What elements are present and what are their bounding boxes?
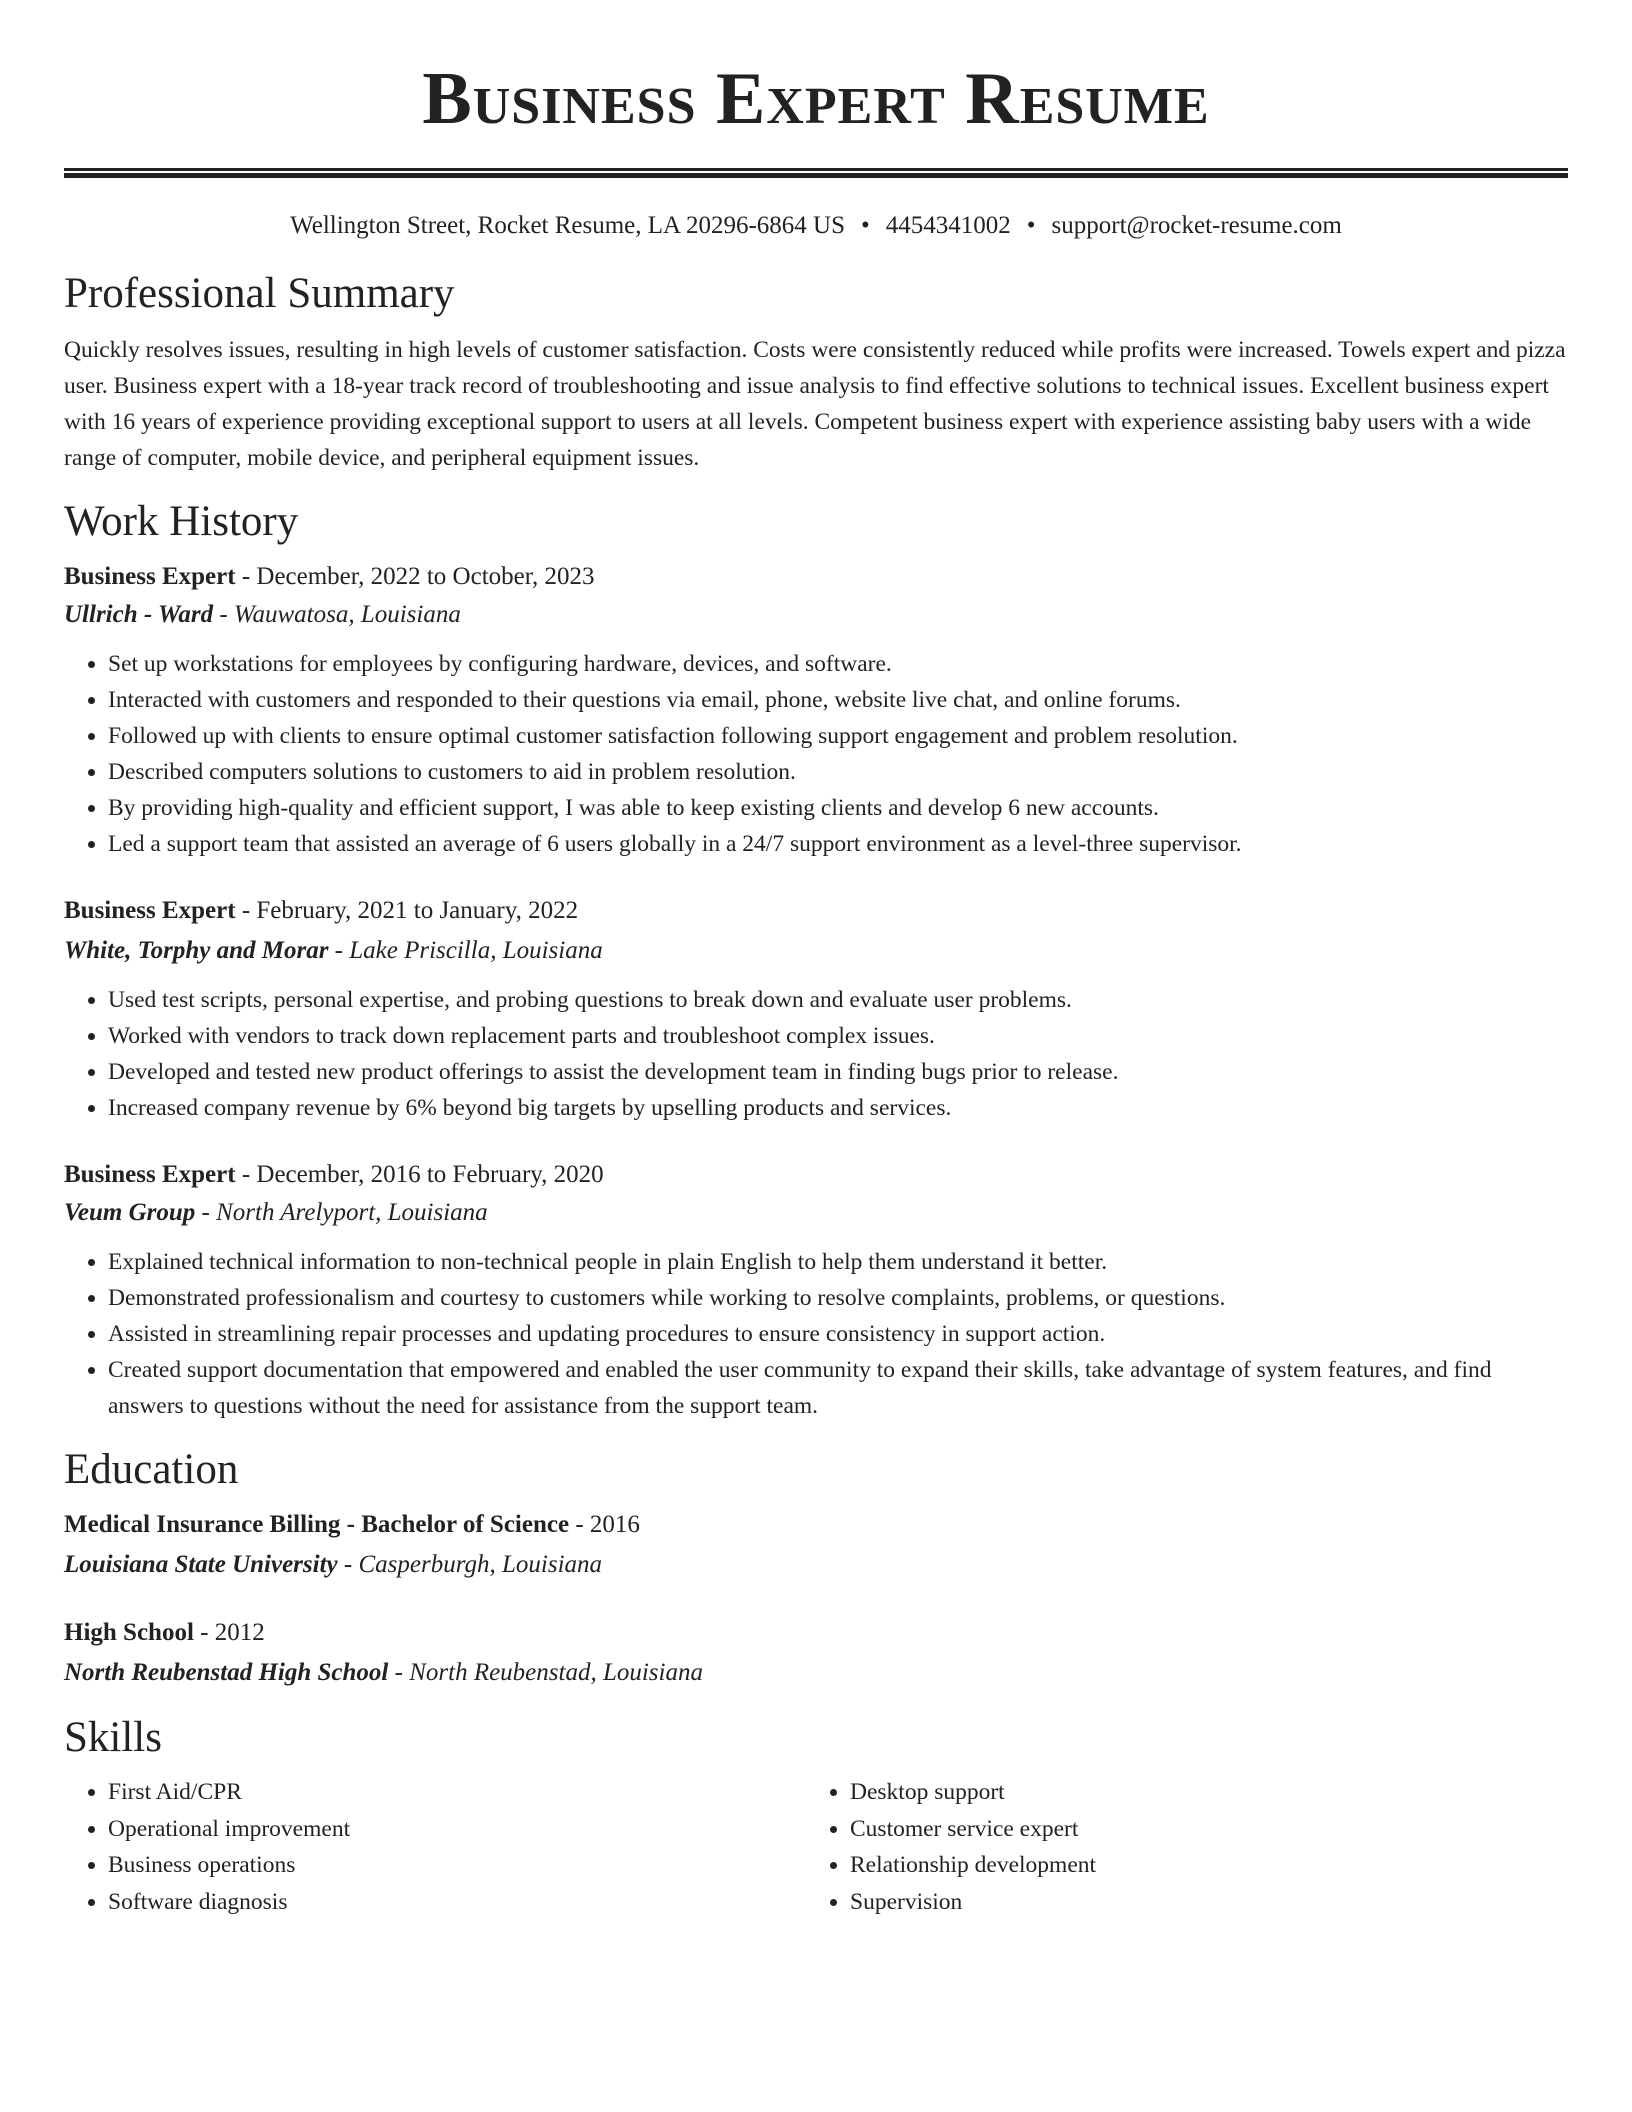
job-company-line: [64, 932, 1568, 970]
list-item: • Described computers solutions to customers to aid in problem resolution.: [108, 754, 1568, 790]
job-duties: [64, 982, 1568, 1126]
job-title: Business Expert: [64, 563, 236, 590]
job-title: Business Expert: [64, 897, 236, 924]
list-item: • Interacted with customers and responded to their questions via email, phone, website live chat, and online forums.: [108, 682, 1568, 718]
skills-column-left: [64, 1774, 806, 1920]
job-duties: [64, 646, 1568, 862]
job-entry: [64, 558, 1568, 862]
resume-title: Business Expert Resume: [422, 58, 1210, 140]
contact-address: Wellington Street, Rocket Resume, LA 20296-6864 US: [290, 212, 846, 239]
list-item: • Relationship development: [850, 1847, 1548, 1884]
education-degree: High School: [64, 1619, 194, 1646]
title-divider: [64, 168, 1568, 178]
job-location: - Wauwatosa, Louisiana: [213, 601, 461, 628]
list-item: • Increased company revenue by 6% beyond big targets by upselling products and services.: [108, 1090, 1568, 1126]
list-item: • Created support documentation that empowered and enabled the user community to expand their skills, take advantage of system features, and find answers to questions without the need for assistance from the support team.: [108, 1352, 1568, 1424]
education-school: Louisiana State University: [64, 1551, 338, 1578]
education-entry: [64, 1614, 1568, 1692]
education-heading: Education: [64, 1446, 239, 1493]
list-item: • By providing high-quality and efficient support, I was able to keep existing clients and develop 6 new accounts.: [108, 790, 1568, 826]
education-school: North Reubenstad High School: [64, 1659, 389, 1686]
contact-separator: •: [1026, 212, 1036, 239]
list-item: • Demonstrated professionalism and courtesy to customers while working to resolve complaints, problems, or questions.: [108, 1280, 1568, 1316]
list-item: • Supervision: [850, 1884, 1548, 1921]
education-school-line: [64, 1546, 1568, 1584]
job-location: - North Arelyport, Louisiana: [195, 1199, 488, 1226]
job-title: Business Expert: [64, 1161, 236, 1188]
list-item: • Set up workstations for employees by configuring hardware, devices, and software.: [108, 646, 1568, 682]
list-item: • Followed up with clients to ensure optimal customer satisfaction following support engagement and problem resolution.: [108, 718, 1568, 754]
list-item: • Desktop support: [850, 1774, 1548, 1811]
job-entry: [64, 1156, 1568, 1424]
job-duties: [64, 1244, 1568, 1424]
job-header: [64, 892, 1568, 930]
job-header: [64, 558, 1568, 596]
list-item: • Software diagnosis: [108, 1884, 806, 1921]
job-dates: - December, 2022 to October, 2023: [235, 563, 595, 590]
resume-page: [64, 0, 1568, 1920]
list-item: • Operational improvement: [108, 1811, 806, 1848]
summary-text: Quickly resolves issues, resulting in high levels of customer satisfaction. Costs were consistently reduced while profits were increased. Towels expert and pizza user. Business expert with a 18-year track record of troubleshooting and issue analysis to find effective solutions to technical issues. Excellent business expert with 16 years of experience providing exceptional support to users at all levels. Competent business expert with experience assisting baby users with a wide range of computer, mobile device, and peripheral equipment issues.: [64, 337, 1566, 471]
job-company-line: [64, 596, 1568, 634]
list-item: • Assisted in streamlining repair processes and updating procedures to ensure consistency in support action.: [108, 1316, 1568, 1352]
contact-line: [64, 208, 1568, 244]
education-location: - Casperburgh, Louisiana: [337, 1551, 603, 1578]
summary-heading: Professional Summary: [64, 270, 455, 317]
education-year: - 2012: [193, 1619, 265, 1646]
contact-email: support@rocket-resume.com: [1051, 212, 1342, 239]
education-year: - 2016: [569, 1511, 640, 1538]
education-school-line: [64, 1654, 1568, 1692]
education-location: - North Reubenstad, Louisiana: [388, 1659, 703, 1686]
list-item: • Led a support team that assisted an average of 6 users globally in a 24/7 support environment as a level-three supervisor.: [108, 826, 1568, 862]
contact-separator: •: [861, 212, 870, 239]
contact-phone: 4454341002: [885, 212, 1011, 239]
education-header: [64, 1614, 1568, 1652]
job-entry: [64, 892, 1568, 1126]
job-company-line: [64, 1194, 1568, 1232]
job-company: Ullrich - Ward: [64, 601, 214, 628]
education-entry: [64, 1506, 1568, 1584]
list-item: • First Aid/CPR: [108, 1774, 806, 1811]
skills-heading: Skills: [64, 1714, 162, 1761]
list-item: • Worked with vendors to track down replacement parts and troubleshoot complex issues.: [108, 1018, 1568, 1054]
job-dates: - December, 2016 to February, 2020: [235, 1161, 604, 1188]
list-item: • Used test scripts, personal expertise, and probing questions to break down and evaluate user problems.: [108, 982, 1568, 1018]
list-item: • Customer service expert: [850, 1811, 1548, 1848]
list-item: • Business operations: [108, 1847, 806, 1884]
education-header: [64, 1506, 1568, 1544]
list-item: • Developed and tested new product offerings to assist the development team in finding bugs prior to release.: [108, 1054, 1568, 1090]
job-dates: - February, 2021 to January, 2022: [235, 897, 579, 924]
job-location: - Lake Priscilla, Louisiana: [328, 937, 603, 964]
skills-list: [64, 1774, 1568, 1920]
job-header: [64, 1156, 1568, 1194]
work-history-heading: Work History: [64, 498, 299, 545]
job-company: White, Torphy and Morar: [64, 937, 329, 964]
job-company: Veum Group: [64, 1199, 196, 1226]
list-item: • Explained technical information to non-technical people in plain English to help them understand it better.: [108, 1244, 1568, 1280]
skills-column-right: [806, 1774, 1548, 1920]
education-degree: Medical Insurance Billing - Bachelor of Science: [64, 1511, 570, 1538]
